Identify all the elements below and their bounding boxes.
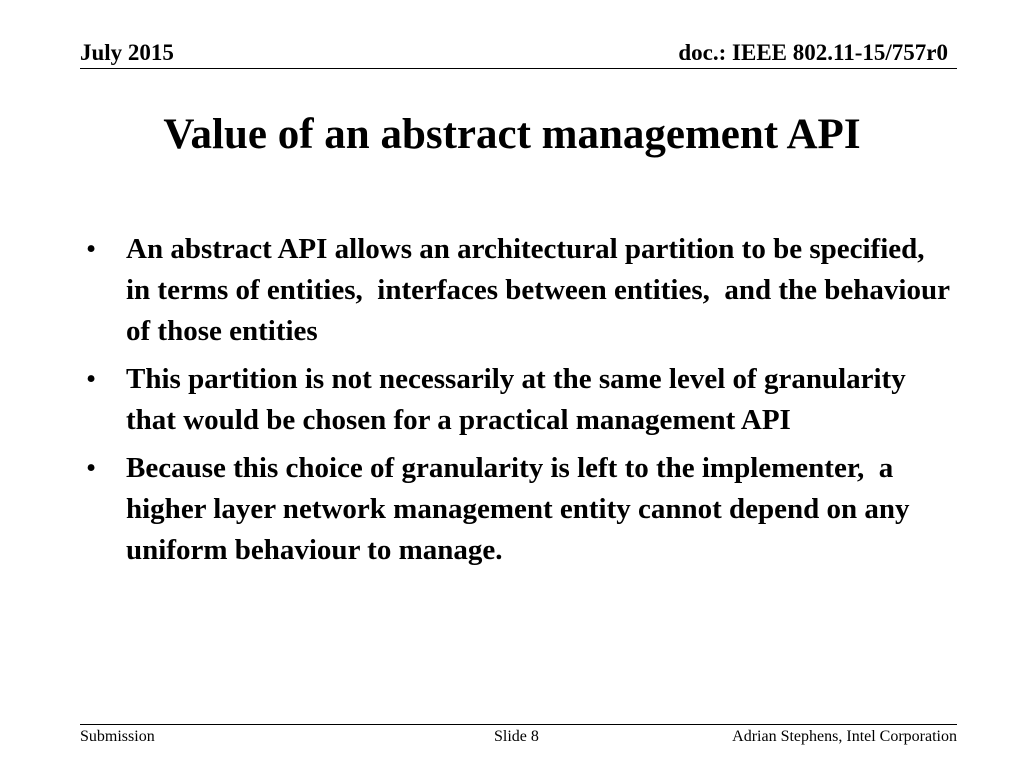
bullet-list [86, 229, 956, 578]
footer-submission: Submission [80, 728, 155, 745]
header-date: July 2015 [80, 40, 174, 65]
header-doc-id: doc.: IEEE 802.11-15/757r0 [678, 40, 948, 65]
bullet-marker: • [86, 452, 97, 484]
bullet-text: Because this choice of granularity is left to the implementer, a higher layer network management entity cannot depend on any uniform behaviour to manage. [126, 452, 917, 566]
footer-author: Adrian Stephens, Intel Corporation [732, 728, 957, 745]
footer-divider [80, 724, 957, 725]
bullet-item [86, 359, 956, 441]
bullet-text: This partition is not necessarily at the same level of granularity that would be chosen for a practical management API [126, 363, 913, 436]
bullet-marker: • [86, 363, 97, 395]
footer-slide-number: Slide 8 [494, 728, 539, 745]
bullet-text: An abstract API allows an architectural partition to be specified, in terms of entities, interfaces between entities, and the behaviour of those entities [126, 233, 957, 347]
bullet-item [86, 229, 956, 352]
bullet-item [86, 448, 956, 571]
slide-title: Value of an abstract management API [163, 111, 861, 158]
header-divider [80, 68, 957, 69]
bullet-marker: • [86, 233, 97, 265]
